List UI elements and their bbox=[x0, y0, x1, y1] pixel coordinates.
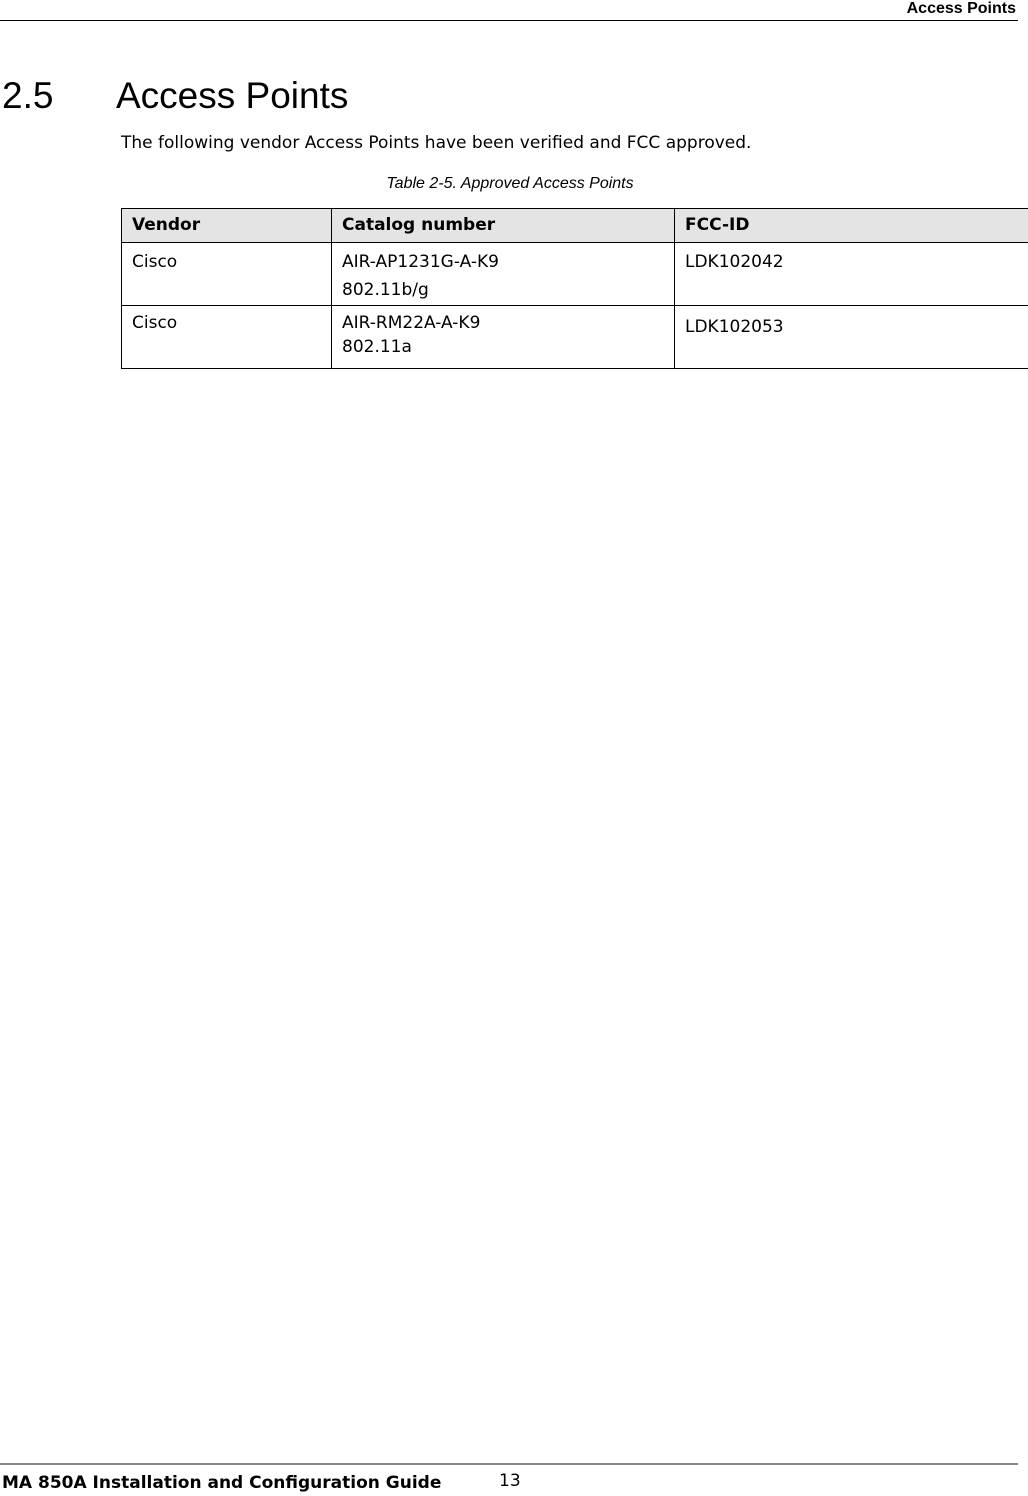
section-number: 2.5 bbox=[2, 75, 54, 116]
catalog-detail: 802.11a bbox=[342, 337, 412, 357]
fcc-id-cell: LDK102053 bbox=[675, 306, 1028, 369]
column-header-vendor: Vendor bbox=[122, 209, 332, 243]
catalog-number: AIR-AP1231G-A-K9 bbox=[342, 252, 499, 272]
footer-page-number: 13 bbox=[499, 1471, 521, 1491]
fcc-id-cell: LDK102042 bbox=[675, 243, 1028, 306]
catalog-number-cell bbox=[332, 306, 675, 369]
catalog-number-cell bbox=[332, 243, 675, 306]
footer-guide-title: MA 850A Installation and Configuration Guide bbox=[2, 1473, 442, 1493]
intro-paragraph: The following vendor Access Points have been verified and FCC approved. bbox=[121, 133, 752, 153]
running-header: Access Points bbox=[906, 0, 1016, 17]
footer-rule bbox=[0, 1463, 1018, 1465]
table-row bbox=[122, 243, 1028, 306]
catalog-detail: 802.11b/g bbox=[342, 280, 429, 300]
section-title: Access Points bbox=[116, 75, 349, 116]
section-heading bbox=[2, 74, 348, 118]
catalog-number: AIR-RM22A-A-K9 bbox=[342, 313, 481, 333]
header-rule bbox=[0, 20, 1018, 21]
table-header-row bbox=[122, 209, 1028, 243]
vendor-cell: Cisco bbox=[122, 306, 332, 369]
column-header-catalog-number: Catalog number bbox=[332, 209, 675, 243]
table-caption: Table 2-5. Approved Access Points bbox=[386, 175, 634, 192]
column-header-fcc-id: FCC-ID bbox=[675, 209, 1028, 243]
table-row bbox=[122, 306, 1028, 369]
approved-access-points-table bbox=[121, 208, 1028, 369]
vendor-cell: Cisco bbox=[122, 243, 332, 306]
